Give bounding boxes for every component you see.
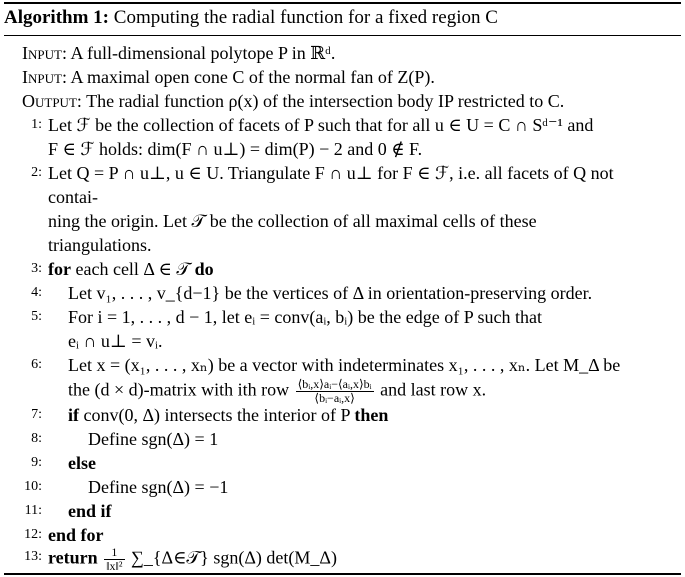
line-number: 10: xyxy=(24,479,42,494)
step-continuation: F ∈ ℱ holds: dim(F ∩ u⊥) = dim(P) − 2 and 0 ∉ F. xyxy=(48,139,423,159)
line-number: 8: xyxy=(31,431,42,446)
line-number: 7: xyxy=(31,407,42,422)
for-keyword: for xyxy=(48,259,71,279)
input-keyword: Input: xyxy=(22,43,67,63)
fraction-denominator: ⟨bᵢ−aᵢ,x⟩ xyxy=(314,391,355,405)
input-text: A full-dimensional polytope P in ℝᵈ. xyxy=(70,43,336,63)
end-for-keyword: end for xyxy=(48,525,104,545)
step-continuation: triangulations. xyxy=(48,235,152,255)
input-line-1 xyxy=(22,42,335,64)
line-number: 13: xyxy=(24,549,42,564)
line-number: 1: xyxy=(31,117,42,132)
top-rule xyxy=(4,2,681,4)
input-text: A maximal open cone C of the normal fan of Z(P). xyxy=(70,67,435,87)
step-continuation: eᵢ ∩ u⊥ = vᵢ. xyxy=(68,331,163,351)
line-number: 4: xyxy=(31,285,42,300)
if-keyword: if xyxy=(68,405,79,425)
output-line xyxy=(22,90,564,112)
line-number: 2: xyxy=(31,165,42,180)
line-number: 6: xyxy=(31,357,42,372)
line-number: 9: xyxy=(31,455,42,470)
return-fraction xyxy=(104,546,124,573)
step-text: Let v₁, . . . , v_{d−1} be the vertices of Δ in orientation-preserving order. xyxy=(68,283,593,303)
input-line-2 xyxy=(22,66,435,88)
line-number: 3: xyxy=(31,261,42,276)
input-keyword: Input: xyxy=(22,67,67,87)
line-number: 5: xyxy=(31,309,42,324)
fraction-numerator: ⟨bᵢ,x⟩aᵢ−⟨aᵢ,x⟩bᵢ xyxy=(297,377,372,391)
output-keyword: Output: xyxy=(22,91,82,111)
algorithm-label: Algorithm 1: xyxy=(4,7,110,28)
step-text: conv(0, Δ) intersects the interior of P xyxy=(83,405,350,425)
return-keyword: return xyxy=(48,547,98,568)
line-number: 11: xyxy=(24,503,42,518)
step-text: each cell Δ ∈ 𝒯 xyxy=(75,259,191,279)
output-text: The radial function ρ(x) of the intersection body IP restricted to C. xyxy=(86,91,565,111)
end-if-keyword: end if xyxy=(68,501,112,521)
step-text: Let ℱ be the collection of facets of P such that for all u ∈ U = C ∩ Sᵈ⁻¹ and xyxy=(48,115,594,135)
algorithm-title: Computing the radial function for a fixed region C xyxy=(113,7,498,28)
else-keyword: else xyxy=(68,453,96,473)
step-text: the (d × d)-matrix with ith row xyxy=(68,379,290,400)
step-text: For i = 1, . . . , d − 1, let eᵢ = conv(aᵢ, bᵢ) be the edge of P such that xyxy=(68,307,543,327)
header-rule xyxy=(4,35,681,36)
fraction-denominator: ‖x‖² xyxy=(106,559,123,573)
step-continuation xyxy=(68,378,486,405)
step-continuation: ning the origin. Let 𝒯 be the collection of all maximal cells of these xyxy=(48,211,537,231)
step-text: Let x = (x₁, . . . , xₙ) be a vector with indeterminates x₁, . . . , xₙ. Let M_Δ be xyxy=(68,355,621,375)
bottom-rule xyxy=(4,573,681,575)
step-text: Define sgn(Δ) = 1 xyxy=(88,429,219,449)
line-number: 12: xyxy=(24,527,42,542)
step-text: and last row x. xyxy=(380,379,487,400)
step-text: Define sgn(Δ) = −1 xyxy=(88,477,229,497)
row-fraction xyxy=(296,378,374,405)
step-continuation: contai- xyxy=(48,187,98,207)
step-text: Let Q = P ∩ u⊥, u ∈ U. Triangulate F ∩ u⊥ for F ∈ ℱ, i.e. all facets of Q not xyxy=(48,163,614,183)
return-expression: ∑_{Δ∈𝒯} sgn(Δ) det(M_Δ) xyxy=(131,547,337,568)
algorithm-header xyxy=(4,5,498,31)
do-keyword: do xyxy=(194,259,214,279)
fraction-numerator: 1 xyxy=(104,546,124,560)
then-keyword: then xyxy=(354,405,389,425)
